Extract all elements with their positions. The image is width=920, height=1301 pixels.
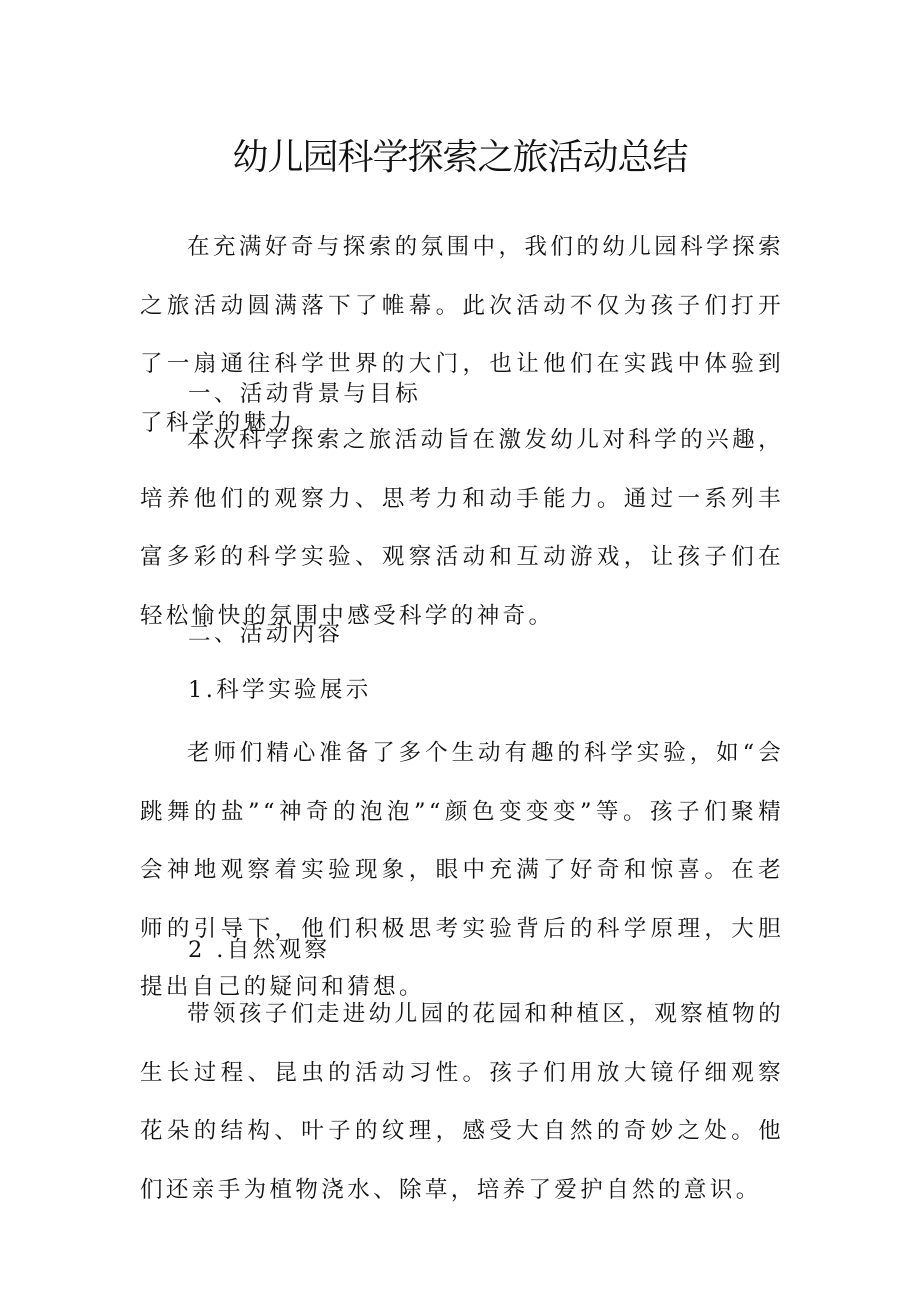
- nature-paragraph: 带领孩子们走进幼儿园的花园和种植区，观察植物的生长过程、昆虫的活动习性。孩子们用放大镜仔细观察花朵的结构、叶子的纹理，感受大自然的奇妙之处。他们还亲手为植物浇水、除草，培养了爱护自然的意识。: [140, 1001, 784, 1203]
- intro-paragraph: 在充满好奇与探索的氛围中，我们的幼儿园科学探索之旅活动圆满落下了帷幕。此次活动不仅为孩子们打开了一扇通往科学世界的大门，也让他们在实践中体验到了科学的魅力。: [140, 234, 784, 436]
- subheading-nature-observation: 2 .自然观察: [188, 937, 331, 963]
- document-title: 幼儿园科学探索之旅活动总结: [232, 137, 688, 178]
- experiments-paragraph: 老师们精心准备了多个生动有趣的科学实验，如“会跳舞的盐”“神奇的泡泡”“颜色变变变”等。孩子们聚精会神地观察着实验现象，眼中充满了好奇和惊喜。在老师的引导下，他们积极思考实验背后的科学原理，大胆提出自己的疑问和猜想。: [140, 740, 784, 1000]
- subheading-science-experiments: 1.科学实验展示: [188, 677, 372, 703]
- section-heading-content: 二、活动内容: [188, 621, 344, 647]
- section-heading-background: 一、活动背景与目标: [188, 381, 422, 407]
- background-paragraph: 本次科学探索之旅活动旨在激发幼儿对科学的兴趣，培养他们的观察力、思考力和动手能力。通过一系列丰富多彩的科学实验、观察活动和互动游戏，让孩子们在轻松愉快的氛围中感受科学的神奇。: [140, 427, 784, 629]
